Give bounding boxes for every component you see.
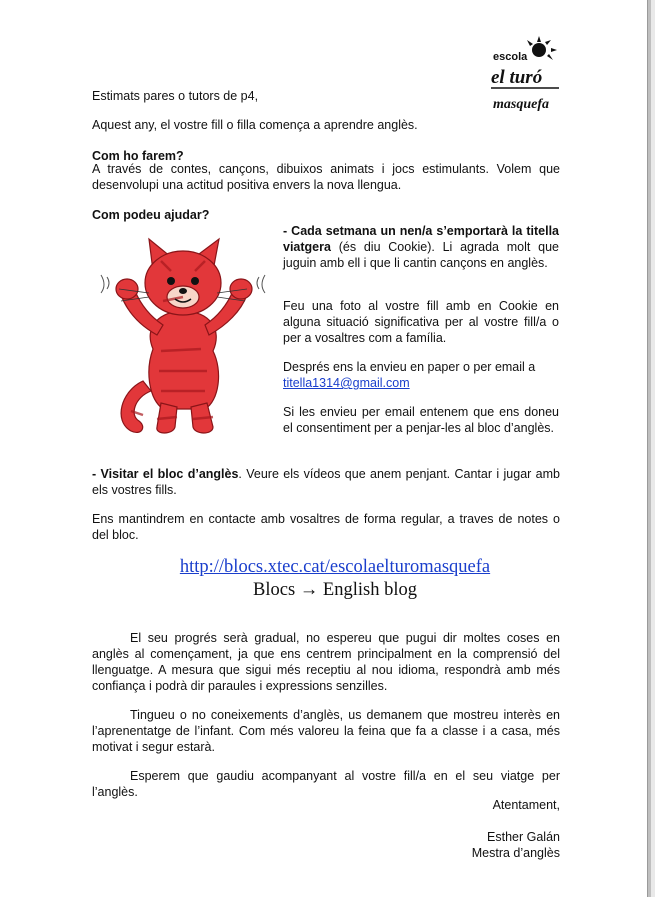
blog-visit-paragraph bbox=[92, 466, 560, 498]
blog-url-link[interactable]: http://blocs.xtec.cat/escolaelturomasquefa bbox=[179, 557, 491, 577]
progress-paragraph: El seu progrés serà gradual, no espereu que pugui dir moltes coses en anglès al començament, ja que ens centrem principalment en la comprensió del llenguatge. A mesura que sigui més receptiu al nou idioma, respondrà amb més confiança i podrà dir paraules i expressions senzilles. bbox=[92, 631, 560, 693]
school-logo bbox=[487, 36, 563, 116]
greeting: Estimats pares o tutors de p4, bbox=[92, 89, 259, 103]
blog-path: Blocs → English blog bbox=[253, 580, 417, 600]
puppet-paragraph bbox=[283, 223, 559, 271]
section-heading-how: Com ho farem? bbox=[92, 149, 184, 163]
signature-role: Mestra d’anglès bbox=[471, 846, 560, 860]
sun-icon bbox=[527, 36, 557, 60]
puppet-text: (és diu Cookie). Li agrada molt que juguin amb ell i que li cantin cançons en anglès. bbox=[283, 240, 559, 270]
blog-visit-bold: - Visitar el bloc d’anglès bbox=[92, 467, 239, 481]
email-link[interactable]: titella1314@gmail.com bbox=[283, 376, 410, 390]
send-text: Després ens la envieu en paper o per email a bbox=[283, 360, 536, 374]
logo-line3: masquefa bbox=[493, 97, 549, 112]
intro-text: Aquest any, el vostre fill o filla comença a aprendre anglès. bbox=[92, 118, 418, 132]
signoff: Atentament, bbox=[492, 798, 560, 812]
send-paragraph bbox=[283, 359, 559, 391]
consent-paragraph: Si les envieu per email entenem que ens doneu el consentiment per a penjar-les al bloc d’anglès. bbox=[283, 405, 559, 435]
signature-name: Esther Galán bbox=[487, 830, 560, 844]
cookie-cat-illustration bbox=[91, 231, 275, 438]
section-heading-help: Com podeu ajudar? bbox=[92, 208, 210, 222]
logo-line2: el turó bbox=[491, 67, 543, 88]
logo-line1: escola bbox=[493, 51, 528, 63]
puppet-bold-text: - Cada setmana un nen/a s’emportarà la titella viatgera bbox=[283, 224, 559, 254]
blog-url-line bbox=[92, 556, 578, 578]
contact-paragraph: Ens mantindrem en contacte amb vosaltres de forma regular, a traves de notes o del bloc. bbox=[92, 512, 560, 542]
photo-paragraph: Feu una foto al vostre fill amb en Cookie en alguna situació significativa per al vostre fill/a o per a vosaltres com a família. bbox=[283, 299, 559, 345]
blog-visit-text: . Veure els vídeos que anem penjant. Cantar i jugar amb els vostres fills. bbox=[92, 467, 560, 497]
interest-paragraph: Tingueu o no coneixements d’anglès, us demanem que mostreu interès en l’aprenentatge de l’infant. Com més valoreu la feina que fa a classe i a casa, més motivat i segur estarà. bbox=[92, 708, 560, 754]
enjoy-paragraph: Esperem que gaudiu acompanyant al vostre fill/a en el seu viatge per l’anglès. bbox=[92, 769, 560, 799]
section-text-how: A través de contes, cançons, dibuixos animats i jocs estimulants. Volem que desenvolupi una actitud positiva envers la nova llengua. bbox=[92, 162, 560, 192]
